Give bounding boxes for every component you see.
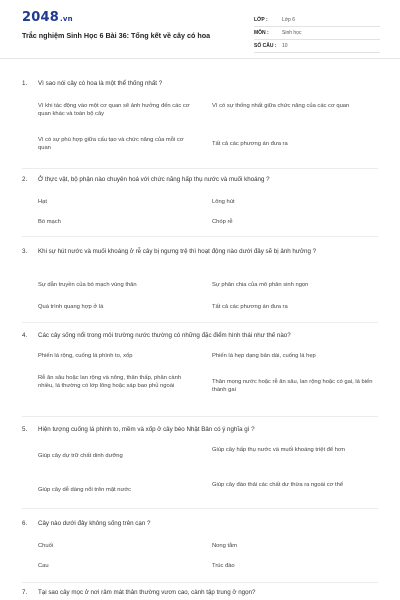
answer-option[interactable]: Phiến lá hẹp dạng bản dài, cuống lá hẹp (212, 353, 316, 359)
meta-table (254, 14, 380, 53)
divider (22, 582, 378, 583)
page-title: Trắc nghiệm Sinh Học 6 Bài 36: Tổng kết về cây có hoa (22, 31, 211, 40)
question-text: Hiện tượng cuống lá phình to, mềm và xốp ở cây bèo Nhật Bản có ý nghĩa gì ? (38, 426, 255, 433)
answer-option[interactable]: Sự dẫn truyền của bó mạch vùng thân (38, 282, 137, 288)
question-text: Ở thực vật, bộ phận nào chuyên hoá với chức năng hấp thụ nước và muối khoáng ? (38, 176, 270, 183)
page-header (0, 0, 400, 59)
meta-value: Sinh học (282, 30, 302, 36)
question-text: Cây nào dưới đây không sống trên cạn ? (38, 520, 151, 527)
meta-key: LỚP : (254, 17, 268, 23)
answer-option[interactable]: Tất cả các phương án đưa ra (212, 304, 288, 310)
question-text: Khi sự hút nước và muối khoáng ở rễ cây bị ngưng trệ thì hoạt động nào dưới đây sẽ bị ảnh hưởng ? (38, 248, 317, 255)
answer-option[interactable]: Giúp cây đào thải các chất dư thừa ra ngoài cơ thể (212, 482, 344, 488)
divider (22, 508, 378, 509)
divider (22, 322, 378, 323)
answer-option[interactable]: Vì khi tác động vào một cơ quan sẽ ảnh hưởng đến các cơ quan khác và toàn bộ cây (38, 103, 190, 118)
question-number: 5. (22, 426, 28, 433)
answer-option[interactable]: Hạt (38, 199, 48, 205)
answer-option[interactable]: Thân mọng nước hoặc rễ ăn sâu, lan rộng hoặc có gai, lá biến thành gai (212, 379, 373, 394)
question-text: Các cây sống nổi trong môi trường nước thường có những đặc điểm hình thái như thế nào? (38, 332, 291, 339)
divider (22, 416, 378, 417)
answer-option[interactable]: Phiến lá rộng, cuống lá phình to, xốp (38, 353, 133, 359)
answer-option[interactable]: Sự phân chia của mô phân sinh ngọn (212, 282, 309, 288)
answer-option[interactable]: Nong tằm (212, 543, 238, 549)
answer-option[interactable]: Bó mạch (38, 219, 61, 225)
meta-row-subject (254, 27, 380, 40)
meta-value: 10 (282, 43, 288, 49)
answer-option[interactable]: Lông hút (212, 199, 235, 205)
question-number: 1. (22, 80, 28, 87)
question-number: 2. (22, 176, 28, 183)
question-number: 4. (22, 332, 28, 339)
meta-value: Lớp 6 (282, 17, 296, 23)
answer-option[interactable]: Chuối (38, 543, 54, 549)
answer-option[interactable]: Trúc đào (212, 563, 235, 569)
divider (22, 236, 378, 237)
answer-option[interactable]: Giúp cây dễ dàng nổi trên mặt nước (38, 487, 132, 493)
answer-option[interactable]: Tất cả các phương án đưa ra (212, 141, 288, 147)
answer-option[interactable]: Chóp rễ (212, 219, 233, 225)
question-number: 3. (22, 248, 28, 255)
answer-option[interactable]: Quá trình quang hợp ở lá (38, 304, 104, 310)
answer-option[interactable]: Vì có sự thống nhất giữa chức năng của các cơ quan (212, 103, 350, 109)
site-logo[interactable]: 2048.vn (22, 10, 73, 25)
answer-option[interactable]: Rễ ăn sâu hoặc lan rộng và nông, thân thấp, phân cành nhiều, lá thường có lớp lông hoặc sáp bao phủ ngoài (38, 375, 182, 390)
answer-option[interactable]: Cau (38, 563, 49, 569)
meta-row-count (254, 40, 380, 53)
question-text: Vì sao nói cây có hoa là một thể thống nhất ? (38, 80, 163, 87)
answer-option[interactable]: Vì có sự phù hợp giữa cấu tạo và chức năng của mỗi cơ quan (38, 137, 184, 152)
meta-key: SỐ CÂU : (254, 43, 277, 49)
meta-row-class (254, 14, 380, 27)
question-number: 6. (22, 520, 28, 527)
question-text: Tại sao cây mọc ở nơi râm mát thân thường vươn cao, cành tập trung ở ngọn? (38, 589, 256, 596)
answer-option[interactable]: Giúp cây dự trữ chất dinh dưỡng (38, 453, 123, 459)
meta-key: MÔN : (254, 30, 269, 36)
divider (22, 168, 378, 169)
question-number: 7. (22, 589, 28, 596)
answer-option[interactable]: Giúp cây hấp thụ nước và muối khoáng triệt để hơn (212, 447, 345, 453)
